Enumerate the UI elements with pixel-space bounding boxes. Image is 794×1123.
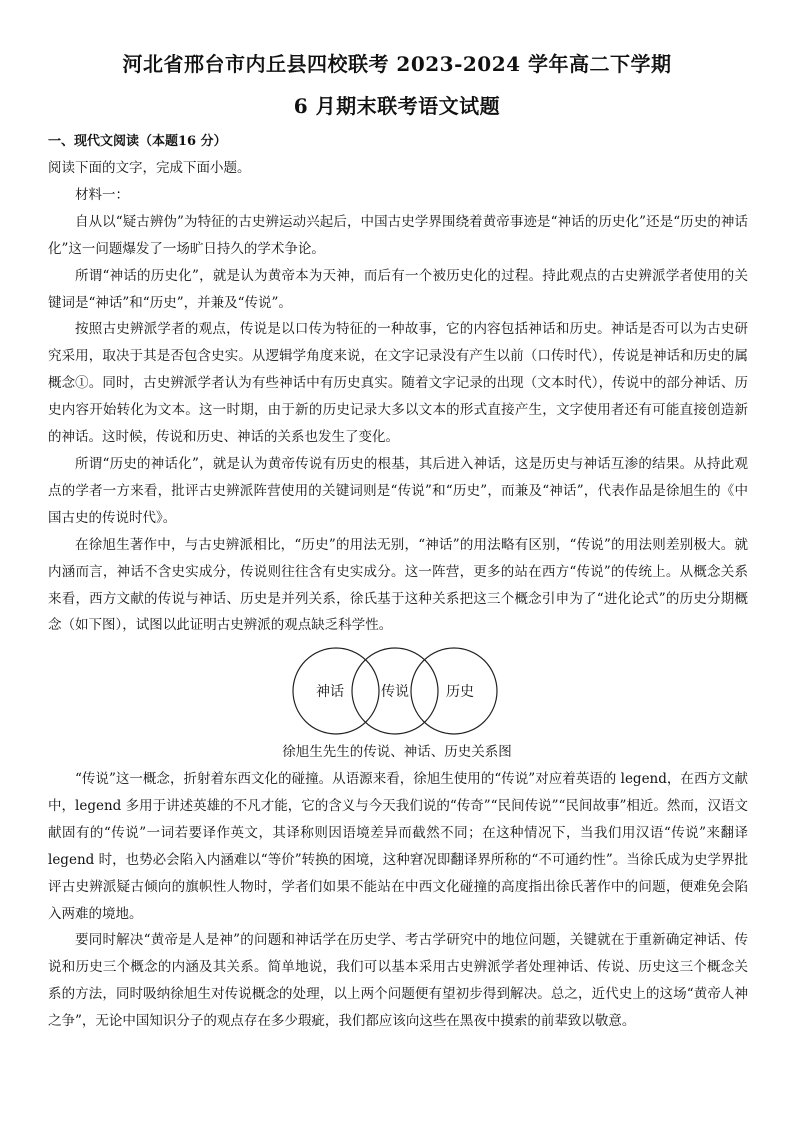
label-legend: 传说	[381, 684, 409, 700]
instruction-text: 阅读下面的文字，完成下面小题。	[48, 160, 251, 176]
paragraph: 按照古史辨派学者的观点，传说是以口传为特征的一种故事，它的内容包括神话和历史。神话是否可以为古史研究采用，取决于其是否包含史实。从逻辑学角度来说，在文字记录没有产生以前（口传时代），传说是神话和历史的属概念①。同时，古史辨派学者认为有些神话中有历史真实。随着文字记录的出现（文本时代），传说中的部分神话、历史内容开始转化为文本。这一时期，由于新的历史记录大多以文本的形式直接产生，文字使用者还有可能直接创造新的神话。这时候，传说和历史、神话的关系也发生了变化。	[48, 321, 748, 446]
material-label: 材料一：	[75, 186, 129, 203]
paragraph: “传说”这一概念，折射着东西文化的碰撞。从语源来看，徐旭生使用的“传说”对应着英语的 legend，在西方文献中，legend 多用于讲述英雄的不凡才能，它的含义与今天我们说的“传奇”“民间传说”“民间故事”相近。然而，汉语文献固有的“传说”一词若要译作英文，其译称则因语境差异而截然不同；在这种情况下，当我们用汉语“传说”来翻译 legend 时，也势必会陷入内涵难以“等价”转换的困境，这种窘况即翻译界所称的“不可通约性”。当徐氏成为史学界批评古史辨派疑古倾向的旗帜性人物时，学者们如果不能站在中西文化碰撞的高度指出徐氏著作中的问题，便难免会陷入两难的境地。	[48, 771, 748, 922]
exam-title-line1: 河北省邢台市内丘县四校联考 2023-2024 学年高二下学期	[122, 52, 672, 76]
paragraph: 自从以“疑古辨伪”为特征的古史辨运动兴起后，中国古史学界围绕着黄帝事迹是“神话的历史化”还是“历史的神话化”这一问题爆发了一场旷日持久的学术争论。	[48, 213, 748, 257]
section-heading: 一、现代文阅读（本题16 分）	[48, 134, 227, 149]
reading-body-part1	[48, 155, 748, 639]
paragraph: 在徐旭生著作中，与古史辨派相比，“历史”的用法无别，“神话”的用法略有区别，“传说”的用法则差别极大。就内涵而言，神话不含史实成分，传说则往往含有史实成分。这一阵营，更多的站在西方“传说”的传统上。从概念关系来看，西方文献的传说与神话、历史是并列关系，徐氏基于这种关系把这三个概念引申为了“进化论式”的历史分期概念（如下图），试图以此证明古史辨派的观点缺乏科学性。	[48, 536, 748, 634]
reading-body-part2	[48, 766, 748, 1035]
concept-relation-diagram	[290, 645, 500, 737]
diagram-caption: 徐旭生先生的传说、神话、历史关系图	[282, 744, 512, 760]
label-history: 历史	[446, 684, 474, 700]
label-myth: 神话	[316, 684, 344, 700]
paragraph: 所谓“历史的神话化”，就是认为黄帝传说有历史的根基，其后进入神话，这是历史与神话互渗的结果。从持此观点的学者一方来看，批评古史辨派阵营使用的关键词则是“传说”和“历史”，而兼及“神话”，代表作品是徐旭生的《中国古史的传说时代》。	[48, 455, 748, 526]
paragraph: 所谓“神话的历史化”，就是认为黄帝本为天神，而后有一个被历史化的过程。持此观点的古史辨派学者使用的关键词是“神话”和“历史”，并兼及“传说”。	[48, 267, 748, 311]
exam-title-line2: 6 月期末联考语文试题	[293, 94, 501, 118]
paragraph: 要同时解决“黄帝是人是神”的问题和神话学在历史学、考古学研究中的地位问题，关键就在于重新确定神话、传说和历史三个概念的内涵及其关系。简单地说，我们可以基本采用古史辨派学者处理神话、传说、历史这三个概念关系的方法，同时吸纳徐旭生对传说概念的处理，以上两个问题便有望初步得到解决。总之，近代史上的这场“黄帝人神之争”，无论中国知识分子的观点存在多少瑕疵，我们都应该向这些在黑夜中摸索的前辈致以敬意。	[48, 932, 748, 1030]
